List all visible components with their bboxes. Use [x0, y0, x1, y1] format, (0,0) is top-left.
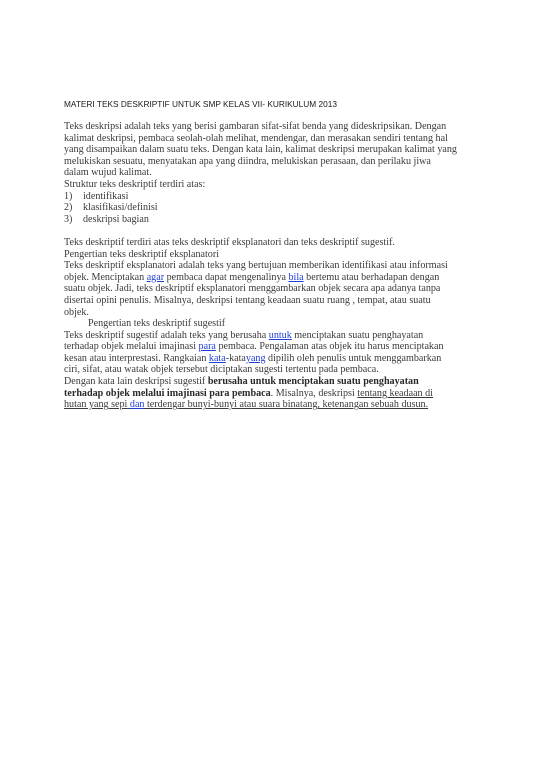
bold-text: berusaha untuk menciptakan suatu penghayatan	[207, 376, 419, 388]
text-line	[64, 341, 494, 353]
text-line: ciri, sifat, atau watak objek tersebut diciptakan sugesti tertentu pada pembaca.	[64, 364, 379, 376]
link-para[interactable]: para	[198, 341, 216, 353]
text-line: kalimat deskripsi, pembaca seolah-olah melihat, mendengar, dan merasakan sendiri tentang hal	[64, 132, 448, 144]
structure-list	[64, 191, 494, 226]
text-span: pembaca dapat mengenalinya	[164, 271, 289, 283]
text-span: objek. Menciptakan	[64, 271, 147, 283]
text-line	[64, 399, 494, 411]
text-span: kesan atau interprestasi. Rangkaian	[64, 352, 209, 364]
text-line	[64, 353, 494, 365]
list-text: klasifikasi/definisi	[83, 202, 158, 214]
structure-intro: Struktur teks deskriptif terdiri atas:	[64, 178, 206, 190]
text-span: Teks deskriptif sugestif adalah teks yang berusaha	[64, 329, 269, 341]
text-span: Dengan kata lain deskripsi sugestif	[64, 376, 208, 388]
text-line	[64, 388, 494, 400]
underlined-text: tentang keadaan di	[357, 387, 433, 399]
text-span: bertemu atau berhadapan dengan	[303, 271, 440, 283]
list-number: 3)	[64, 213, 73, 225]
text-span: -kata	[225, 352, 246, 364]
list-text: identifikasi	[83, 190, 129, 202]
text-span: pembaca. Pengalaman atas objek itu harus menciptakan	[215, 341, 444, 353]
paragraph-gap	[64, 225, 494, 237]
types-sentence: Teks deskriptif terdiri atas teks deskriptif eksplanatori dan teks deskriptif sugestif.	[64, 236, 395, 248]
text-span: dipilih oleh penulis untuk menggambarkan	[265, 352, 442, 364]
text-span: . Misalnya, deskripsi	[270, 387, 358, 399]
list-text: deskripsi bagian	[83, 213, 149, 225]
link-untuk[interactable]: untuk	[268, 329, 292, 341]
text-span: menciptakan suatu penghayatan	[291, 329, 424, 341]
list-item	[64, 214, 494, 226]
text-line: objek.	[64, 306, 89, 318]
text-line: yang disampaikan dalam suatu teks. Dengan kata lain, kalimat deskripsi merupakan kalimat yang	[64, 144, 457, 156]
text-line	[64, 272, 494, 284]
eksplanatori-paragraph	[64, 260, 494, 318]
text-line	[64, 330, 494, 342]
text-span: terhadap objek melalui imajinasi	[64, 341, 199, 353]
list-number: 1)	[64, 190, 73, 202]
link-bila[interactable]: bila	[288, 271, 304, 283]
link-dan[interactable]: dan	[129, 399, 145, 411]
heading-sugestif: Pengertian teks deskriptif sugestif	[88, 318, 226, 330]
text-line: melukiskan sesuatu, menyatakan apa yang diindra, melukiskan perasaan, dan perilaku jiwa	[64, 155, 431, 167]
underlined-text: hutan yang sepi	[64, 399, 128, 411]
link-kata[interactable]: kata	[208, 352, 226, 364]
heading-eksplanatori: Pengertian teks deskriptif eksplanatori	[64, 248, 220, 260]
document-title: MATERI TEKS DESKRIPTIF UNTUK SMP KELAS VII- KURIKULUM 2013	[64, 99, 337, 109]
list-item	[64, 202, 494, 214]
text-line: dalam wujud kalimat.	[64, 167, 152, 179]
link-yang[interactable]: yang	[245, 352, 266, 364]
sugestif-paragraph	[64, 330, 494, 411]
text-line: Teks deskriptif eksplanatori adalah teks yang bertujuan memberikan identifikasi atau informasi	[64, 260, 448, 272]
list-item	[64, 191, 494, 203]
bold-text: terhadap objek melalui imajinasi para pembaca	[64, 387, 271, 399]
link-agar[interactable]: agar	[146, 271, 165, 283]
list-number: 2)	[64, 202, 73, 214]
underlined-text: terdengar bunyi-bunyi atau suara binatang, ketenangan sebuah dusun.	[144, 399, 429, 411]
intro-paragraph	[64, 121, 494, 179]
text-line: disertai opini penulis. Misalnya, deskripsi tentang keadaan suatu ruang , tempat, atau suatu	[64, 294, 431, 306]
text-line	[64, 376, 494, 388]
text-line: Teks deskripsi adalah teks yang berisi gambaran sifat-sifat benda yang dideskripsikan. Dengan	[64, 121, 447, 132]
document-body	[64, 121, 494, 411]
text-line: suatu objek. Jadi, teks deskriptif eksplanatori menggambarkan objek secara apa adanya tanpa	[64, 283, 441, 295]
